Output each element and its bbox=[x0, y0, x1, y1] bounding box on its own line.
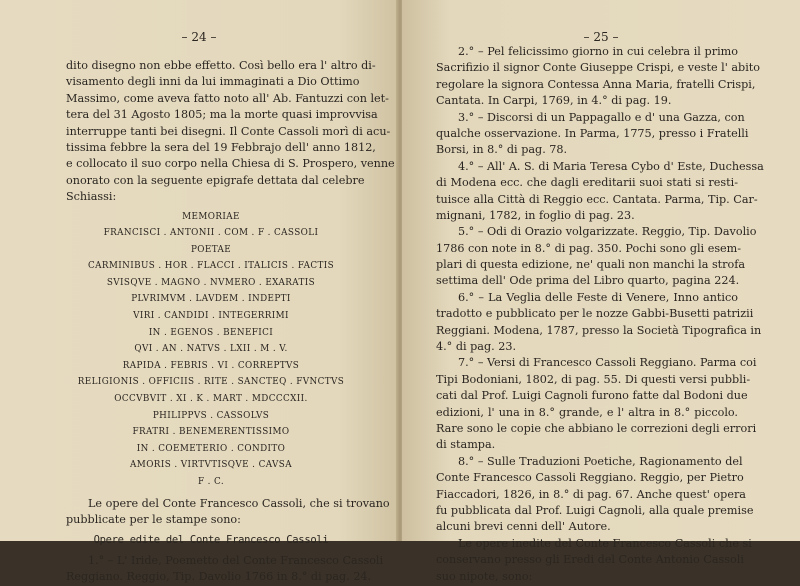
text-line: tissima febbre la sera del 19 Febbrajo dell' anno 1812, bbox=[66, 140, 376, 154]
text-line: Tipi Bodoniani, 1802, di pag. 55. Di questi versi pubbli- bbox=[436, 372, 751, 386]
text-line: Massimo, come aveva fatto noto all' Ab. Fantuzzi con let- bbox=[66, 91, 389, 105]
text-line: plari di questa edizione, ne' quali non manchi la strofa bbox=[436, 258, 746, 272]
epigraph bbox=[66, 209, 356, 491]
text-line: 4.° di pag. 23. bbox=[436, 340, 517, 354]
text-line: Schiassi: bbox=[66, 190, 117, 204]
text-line: tradotto e pubblicato per le nozze Gabbi-Busetti patrizii bbox=[436, 307, 754, 321]
epigraph-line: POETAE bbox=[190, 244, 232, 255]
text-line: Borsi, in 8.° di pag. 78. bbox=[436, 143, 568, 157]
text-line: 1786 con note in 8.° di pag. 350. Pochi sono gli esem- bbox=[436, 241, 742, 255]
section-heading: Opere edite del Conte Francesco Cassoli bbox=[93, 534, 329, 547]
epigraph-line: MEMORIAE bbox=[182, 211, 240, 222]
text-line: fu pubblicata dal Prof. Luigi Cagnoli, alla quale premise bbox=[436, 503, 754, 517]
text-line: suo nipote, sono: bbox=[436, 569, 533, 583]
page-number-left: – 24 – bbox=[181, 30, 217, 44]
text-line: 1.° – L' Iride, Poemetto del Conte Francesco Cassoli bbox=[88, 553, 384, 567]
text-line: 2.° – Pel felicissimo giorno in cui celebra il primo bbox=[458, 45, 738, 58]
text-line: 4.° – All' A. S. di Maria Teresa Cybo d' Este, Duchessa bbox=[458, 159, 764, 173]
text-line: 3.° – Discorsi di un Pappagallo e d' una Gazza, con bbox=[458, 110, 745, 124]
text-line: 7.° – Versi di Francesco Cassoli Reggiano. Parma coi bbox=[458, 356, 757, 370]
left-page-text bbox=[66, 58, 395, 586]
epigraph-line: IN . COEMETERIO . CONDITO bbox=[136, 443, 286, 454]
text-line: cati dal Prof. Luigi Cagnoli furono fatte dal Bodoni due bbox=[436, 389, 748, 403]
text-line: Cantata. In Carpi, 1769, in 4.° di pag. 19. bbox=[436, 94, 672, 108]
epigraph-line: RAPIDA . FEBRIS . VI . CORREPTVS bbox=[122, 360, 300, 371]
text-line: regolare la signora Contessa Anna Maria, fratelli Crispi, bbox=[436, 77, 756, 91]
text-line: conservano presso gli Eredi del Conte Antonio Cassoli bbox=[436, 553, 744, 567]
text-line: mignani, 1782, in foglio di pag. 23. bbox=[436, 208, 635, 222]
text-line: tuisce alla Città di Reggio ecc. Cantata. Parma, Tip. Car- bbox=[436, 192, 758, 206]
text-line: settima dell' Ode prima del Libro quarto, pagina 224. bbox=[436, 274, 740, 288]
text-line: Le opere inedite del Conte Francesco Cassoli che si bbox=[458, 536, 752, 550]
epigraph-line: RELIGIONIS . OFFICIIS . RITE . SANCTEQ . FVNCTVS bbox=[77, 377, 345, 388]
text-line: 6.° – La Veglia delle Feste di Venere, Inno antico bbox=[458, 290, 738, 304]
text-line: edizioni, l' una in 8.° grande, e l' altra in 8.° piccolo. bbox=[436, 405, 738, 419]
text-line: Reggiano. Reggio, Tip. Davolio 1766 in 8.° di pag. 24. bbox=[66, 570, 372, 584]
page-number-right: – 25 – bbox=[583, 30, 619, 44]
text-line: Reggiani. Modena, 1787, presso la Società Tipografica in bbox=[436, 323, 762, 337]
text-line: qualche osservazione. In Parma, 1775, presso i Fratelli bbox=[436, 126, 749, 140]
text-line: tera del 31 Agosto 1805; ma la morte quasi improvvisa bbox=[66, 108, 378, 122]
text-line: interruppe tanti bei disegni. Il Conte Cassoli morì di acu- bbox=[66, 124, 391, 138]
epigraph-line: FRANCISCI . ANTONII . COM . F . CASSOLI bbox=[103, 228, 319, 239]
epigraph-line: OCCVBVIT . XI . K . MART . MDCCCXII. bbox=[114, 394, 308, 405]
epigraph-line: QVI . AN . NATVS . LXII . M . V. bbox=[134, 344, 288, 355]
text-line: Fiaccadori, 1826, in 8.° di pag. 67. Anche quest' opera bbox=[436, 487, 746, 501]
text-line: Conte Francesco Cassoli Reggiano. Reggio, per Pietro bbox=[436, 471, 744, 485]
epigraph-line: AMORIS . VIRTVTISQVE . CAVSA bbox=[130, 460, 292, 471]
text-line: alcuni brevi cenni dell' Autore. bbox=[436, 520, 611, 534]
right-page-text bbox=[436, 44, 764, 585]
text-line: di Modena ecc. che dagli ereditarii suoi stati si resti- bbox=[436, 176, 738, 190]
epigraph-line: VIRI . CANDIDI . INTEGERRIMI bbox=[133, 311, 289, 322]
text-line: onorato con la seguente epigrafe dettata dal celebre bbox=[66, 173, 365, 187]
text-line: e collocato il suo corpo nella Chiesa di S. Prospero, venne bbox=[66, 157, 395, 171]
epigraph-line: PHILIPPVS . CASSOLVS bbox=[152, 410, 270, 421]
text-line: visamento degli inni da lui immaginati a Dio Ottimo bbox=[66, 75, 360, 89]
text-line: 8.° – Sulle Traduzioni Poetiche, Ragionamento del bbox=[458, 454, 743, 468]
text-line: pubblicate per le stampe sono: bbox=[66, 513, 241, 526]
epigraph-line: PLVRIMVM . LAVDEM . INDEPTI bbox=[131, 294, 291, 305]
text-line: dito disegno non ebbe effetto. Così bello era l' altro di- bbox=[66, 59, 376, 72]
text-line: Rare sono le copie che abbiano le correzioni degli errori bbox=[436, 421, 757, 435]
epigraph-line: F . C. bbox=[197, 477, 225, 488]
text-line: 5.° – Odi di Orazio volgarizzate. Reggio, Tip. Davolio bbox=[458, 225, 757, 239]
epigraph-line: CARMINIBUS . HOR . FLACCI . ITALICIS . FACTIS bbox=[87, 261, 335, 272]
epigraph-line: SVISQVE . MAGNO . NVMERO . EXARATIS bbox=[106, 277, 316, 288]
left-page bbox=[0, 0, 398, 584]
epigraph-line: IN . EGENOS . BENEFICI bbox=[148, 327, 274, 338]
epigraph-line: FRATRI . BENEMERENTISSIMO bbox=[132, 427, 290, 438]
text-line: di stampa. bbox=[436, 438, 496, 452]
right-page bbox=[402, 0, 800, 583]
text-line: Le opere del Conte Francesco Cassoli, che si trovano bbox=[88, 496, 390, 510]
text-line: Sacrifizio il signor Conte Giuseppe Crispi, e veste l' abito bbox=[436, 61, 761, 75]
